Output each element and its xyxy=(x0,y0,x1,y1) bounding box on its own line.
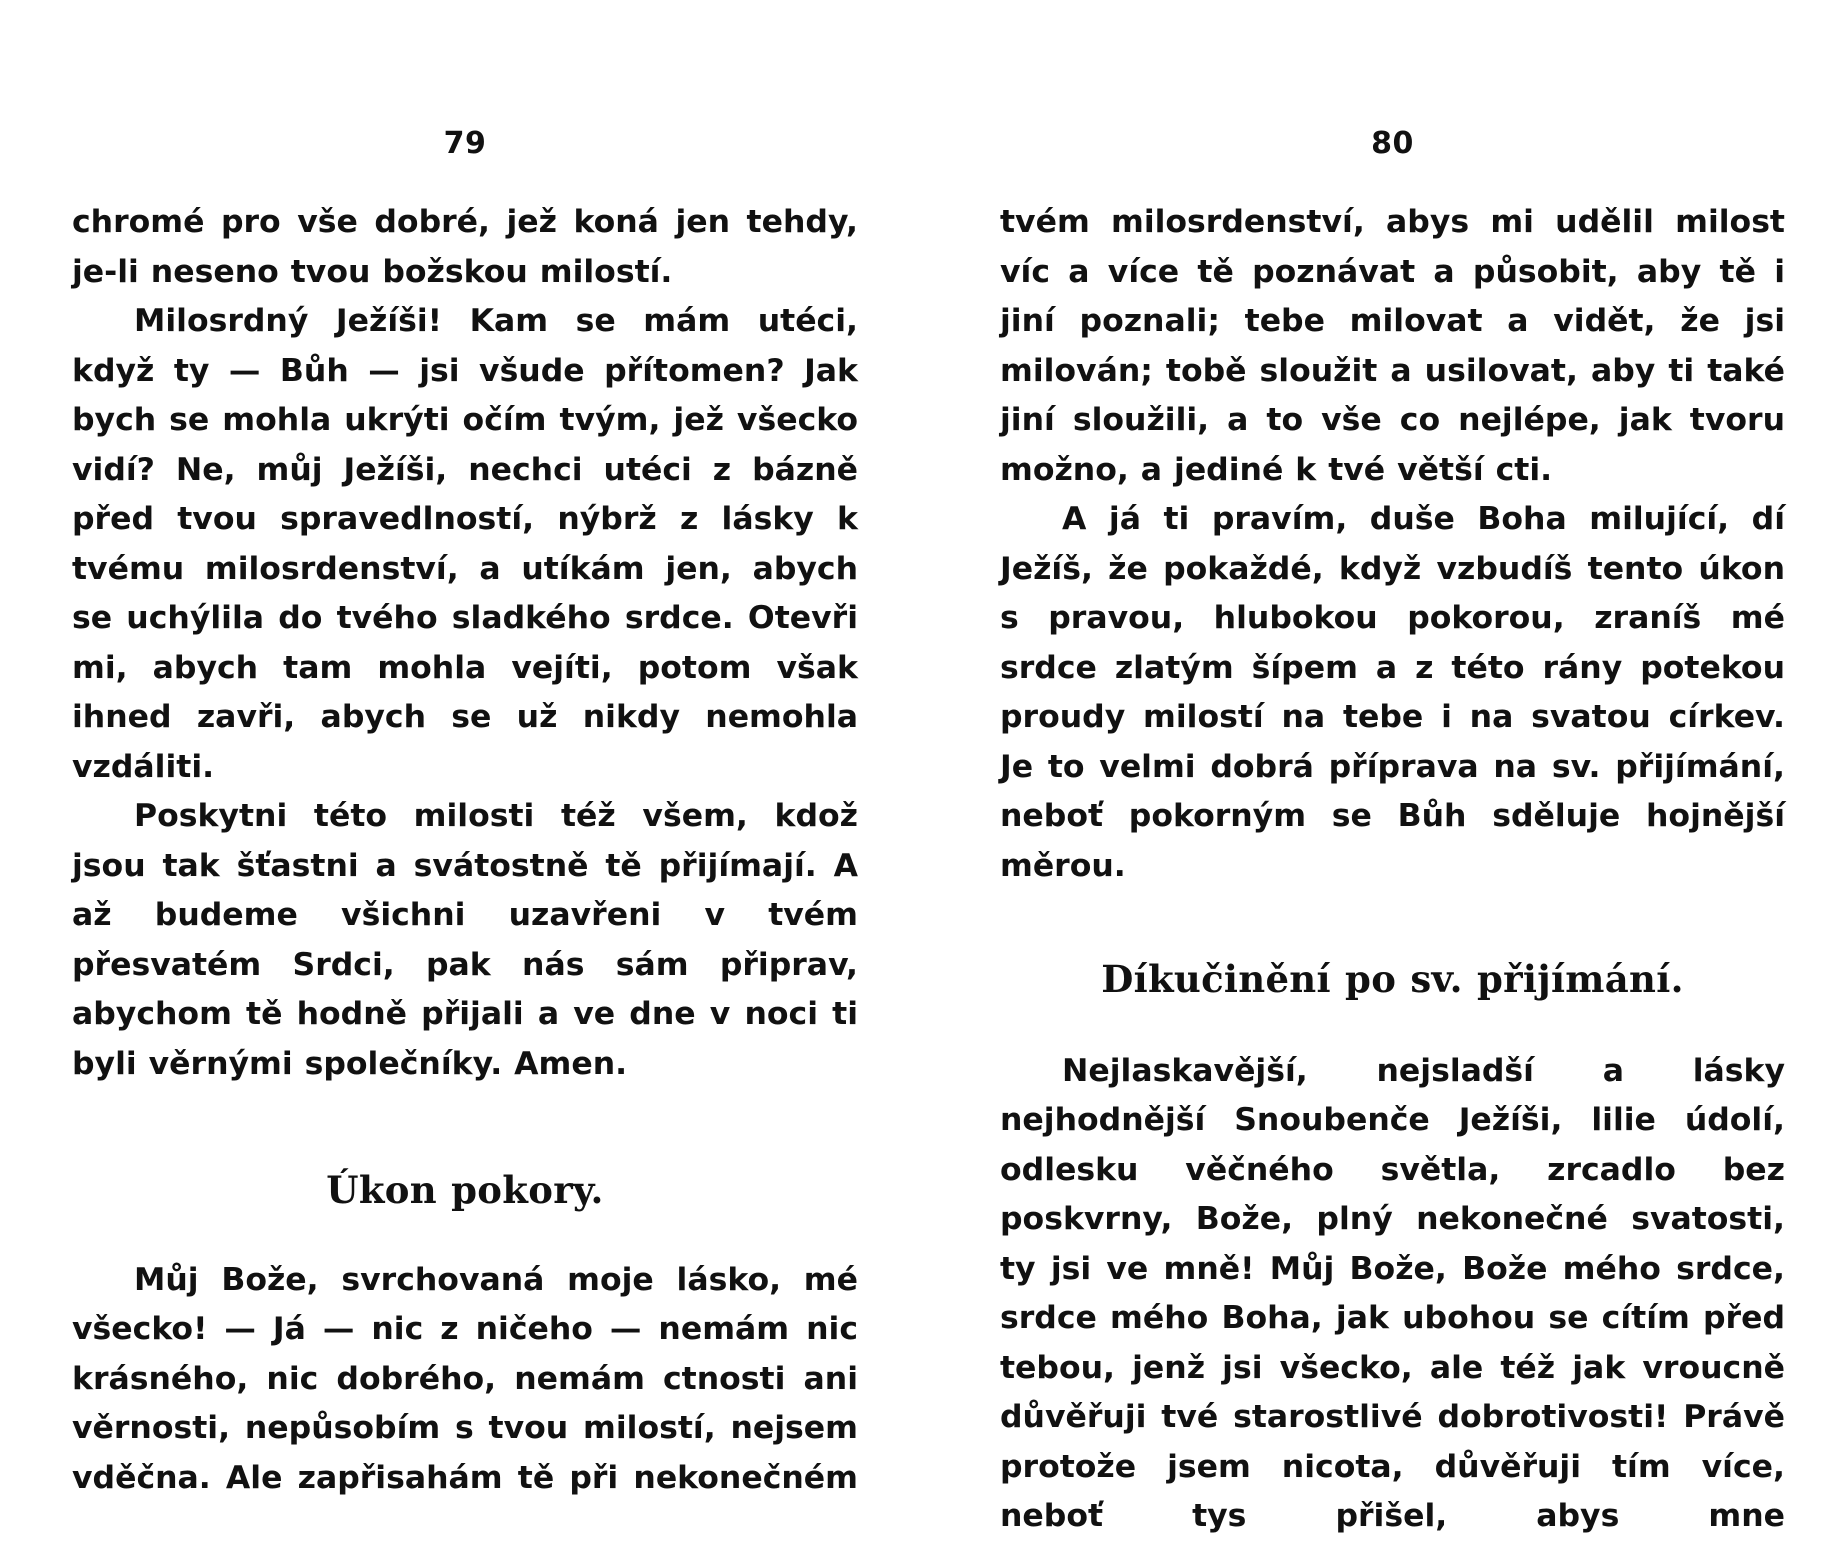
paragraph: Můj Bože, svrchovaná moje lásko, mé všecko! — Já — nic z ničeho — nemám nic krásného, nic dobrého, nemám ctnosti ani věrnosti, nepůsobím s tvou milostí, nejsem vděčna. Ale zapřisahám tě při nekonečném xyxy=(72,1261,858,1496)
paragraph: Nejlaskavější, nejsladší a lásky nejhodnější Snoubenče Ježíši, lilie údolí, odlesku věčného světla, zrcadlo bez poskvrny, Bože, plný nekonečné svatosti, ty jsi ve mně! Můj Bože, Bože mého srdce, srdce mého Boha, jak ubohou se cítím před tebou, jenž jsi všecko, ale též jak vroucně důvěřuji tvé starostlivé dobrotivosti! Právě protože jsem nicota, důvěřuji tím více, neboť tys přišel, abys mne xyxy=(1000,1052,1785,1534)
page-text xyxy=(1000,198,1785,1542)
section-heading: Úkon pokory. xyxy=(326,1168,604,1212)
right-page xyxy=(1000,0,1785,1534)
section-heading: Díkučinění po sv. přijímání. xyxy=(1101,957,1684,1001)
page-number: 80 xyxy=(1371,126,1414,161)
paragraph: A já ti pravím, duše Boha milující, dí Ježíš, že pokaždé, když vzbudíš tento úkon s pravou, hlubokou pokorou, zraníš mé srdce zlatým šípem a z této rány potekou proudy milostí na tebe i na svatou církev. Je to velmi dobrá příprava na sv. přijímání, neboť pokorným se Bůh sděluje hojnější měrou. xyxy=(1000,501,1785,884)
paragraph: chromé pro vše dobré, jež koná jen tehdy, je-li neseno tvou božskou milostí. xyxy=(72,204,858,290)
page-number: 79 xyxy=(443,126,487,161)
page-text xyxy=(72,198,858,1503)
left-page xyxy=(72,0,858,1500)
paragraph: Poskytni této milosti též všem, kdož jsou tak šťastni a svátostně tě přijímají. A až budeme všichni uzavřeni v tvém přesvatém Srdci, pak nás sám připrav, abychom tě hodně přijali a ve dne v noci ti byli věrnými společníky. Amen. xyxy=(72,798,858,1082)
paragraph: Milosrdný Ježíši! Kam se mám utéci, když ty — Bůh — jsi všude přítomen? Jak bych se mohla ukrýti očím tvým, jež všecko vidí? Ne, můj Ježíši, nechci utéci z bázně před tvou spravedlností, nýbrž z lásky k tvému milosrdenství, a utíkám jen, abych se uchýlila do tvého sladkého srdce. Otevři mi, abych tam mohla vejíti, potom však ihned zavři, abych se už nikdy nemohla vzdáliti. xyxy=(72,303,858,785)
paragraph: tvém milosrdenství, abys mi udělil milost víc a více tě poznávat a působit, aby tě i jiní poznali; tebe milovat a vidět, že jsi milován; tobě sloužit a usilovat, aby ti také jiní sloužili, a to vše co nejlépe, jak tvoru možno, a jediné k tvé větší cti. xyxy=(1000,204,1785,488)
